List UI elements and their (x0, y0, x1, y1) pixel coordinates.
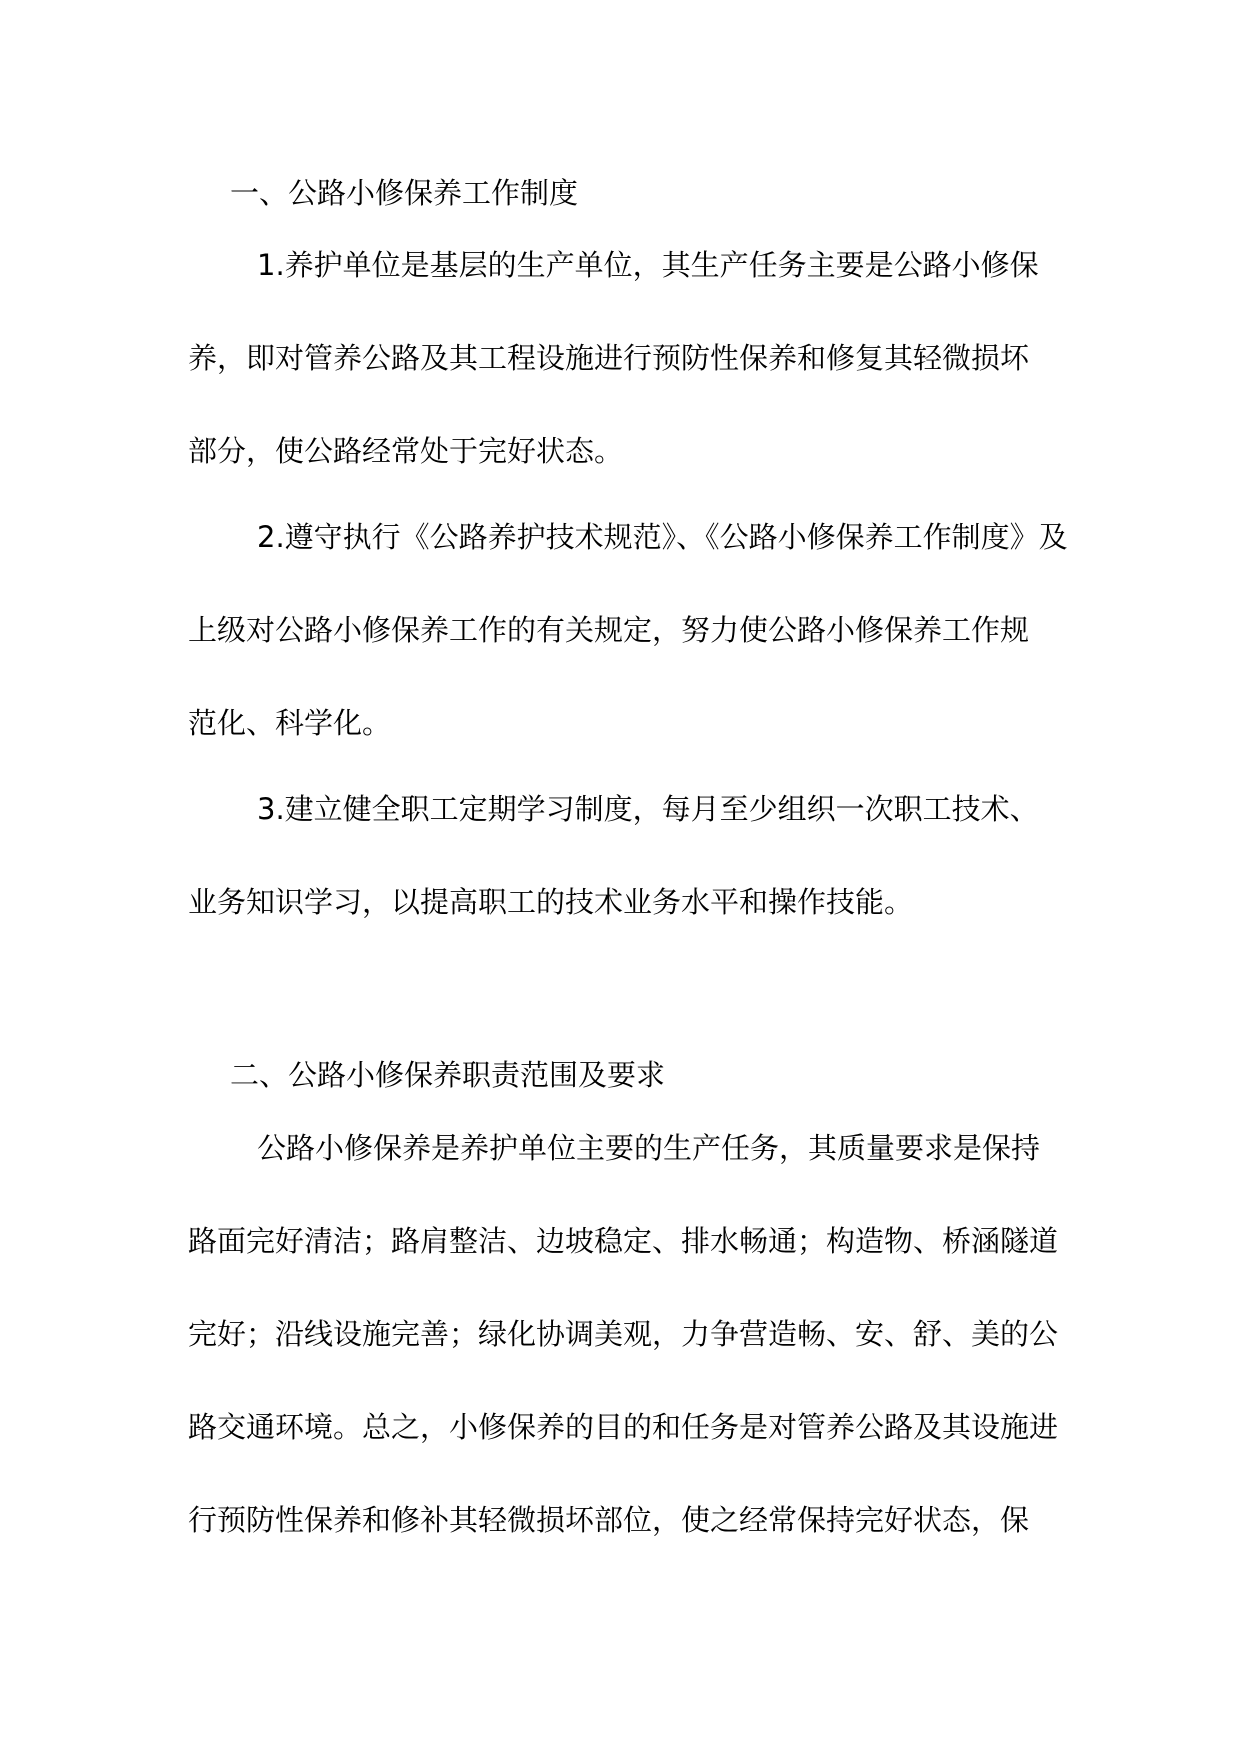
paragraph-line: 公路小修保养是养护单位主要的生产任务，其质量要求是保持 (257, 1131, 1041, 1165)
paragraph-line: 养，即对管养公路及其工程设施进行预防性保养和修复其轻微损坏 (188, 341, 1030, 375)
paragraph-line: 2.遵守执行《公路养护技术规范》、《公路小修保养工作制度》及 (257, 520, 1068, 554)
paragraph-line: 上级对公路小修保养工作的有关规定，努力使公路小修保养工作规 (188, 613, 1030, 647)
paragraph-line: 业务知识学习，以提高职工的技术业务水平和操作技能。 (188, 885, 914, 919)
paragraph-line: 行预防性保养和修补其轻微损坏部位，使之经常保持完好状态，保 (188, 1503, 1030, 1537)
section-2-heading: 二、公路小修保养职责范围及要求 (230, 1058, 666, 1092)
paragraph-line: 1.养护单位是基层的生产单位，其生产任务主要是公路小修保 (257, 248, 1039, 282)
paragraph-line: 3.建立健全职工定期学习制度，每月至少组织一次职工技术、 (257, 792, 1039, 826)
paragraph-line: 完好；沿线设施完善；绿化协调美观，力争营造畅、安、舒、美的公 (188, 1317, 1059, 1351)
paragraph-line: 路交通环境。总之，小修保养的目的和任务是对管养公路及其设施进 (188, 1410, 1059, 1444)
paragraph-line: 范化、科学化。 (188, 706, 392, 740)
paragraph-line: 部分，使公路经常处于完好状态。 (188, 434, 624, 468)
section-1-heading: 一、公路小修保养工作制度 (230, 176, 579, 210)
paragraph-line: 路面完好清洁；路肩整洁、边坡稳定、排水畅通；构造物、桥涵隧道 (188, 1224, 1059, 1258)
